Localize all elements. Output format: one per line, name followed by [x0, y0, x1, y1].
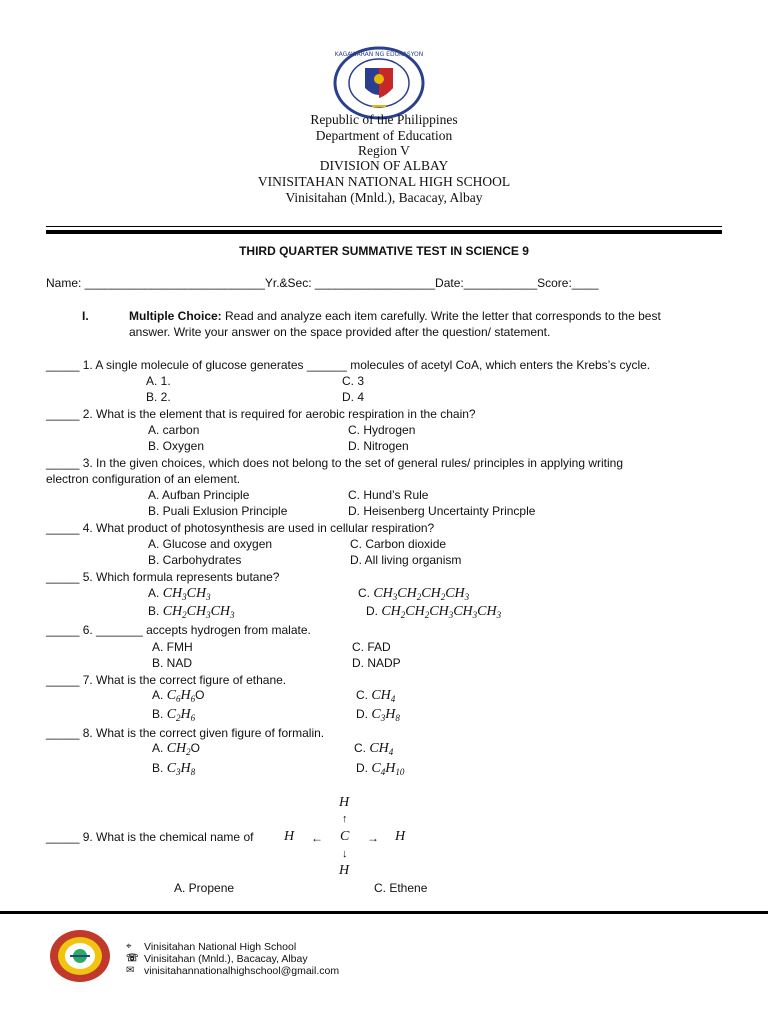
- structure-arrow-down: ↓: [342, 848, 348, 860]
- section-text-1: Read and analyze each item carefully. Write the letter that corresponds to the best: [221, 309, 661, 323]
- header-rule-thick: [46, 230, 722, 234]
- q5-choice-a-letter: A.: [148, 586, 160, 600]
- q7-choice-c: C. $CH_4$: [356, 688, 396, 704]
- q5-choice-c: C. $CH_3CH_2CH_2CH_3$: [358, 586, 470, 602]
- q1-choice-d: D. 4: [342, 390, 365, 404]
- q4-choice-b: B. Carbohydrates: [148, 553, 242, 567]
- q1-choice-a: A. 1.: [146, 374, 171, 388]
- location-icon: ⌖: [126, 941, 132, 952]
- q7-choice-a: A. $C_6H_6O$: [152, 688, 205, 704]
- structure-h-left: H: [284, 829, 295, 844]
- deped-seal-logo: [332, 46, 426, 120]
- q4-choice-d: D. All living organism: [350, 553, 462, 567]
- q1-choice-c: C. 3: [342, 374, 365, 388]
- q2-choice-b: B. Oxygen: [148, 439, 205, 453]
- structure-h-right: H: [395, 829, 406, 844]
- q8-choice-c: C. $CH_4$: [354, 741, 394, 757]
- q1-choice-b: B. 2.: [146, 390, 171, 404]
- q2-choice-a: A. carbon: [148, 423, 200, 437]
- footer-email[interactable]: vinisitahannationalhighschool@gmail.com: [144, 965, 340, 977]
- q4-choice-c: C. Carbon dioxide: [350, 537, 447, 551]
- header-republic: Republic of the Philippines: [310, 112, 458, 127]
- q2-choice-d: D. Nitrogen: [348, 439, 409, 453]
- q9-choice-c: C. Ethene: [374, 881, 428, 895]
- question-6: _____ 6. _______ accepts hydrogen from malate.: [46, 623, 311, 637]
- email-icon: ✉: [126, 965, 135, 976]
- q6-choice-c: C. FAD: [352, 640, 391, 654]
- q4-choice-a: A. Glucose and oxygen: [148, 537, 273, 551]
- structure-arrow-right: →: [367, 831, 379, 845]
- question-8: _____ 8. What is the correct given figure of formalin.: [46, 726, 325, 740]
- structure-h-top: H: [339, 795, 350, 810]
- phone-icon: ☏: [126, 953, 139, 964]
- question-9: _____ 9. What is the chemical name of: [46, 830, 254, 844]
- q7-choice-b-letter: B.: [152, 707, 164, 721]
- q8-choice-d-letter: D.: [356, 761, 368, 775]
- question-2: _____ 2. What is the element that is required for aerobic respiration in the chain?: [46, 407, 476, 421]
- question-3-continued: electron configuration of an element.: [46, 472, 241, 486]
- footer-rule: [0, 911, 768, 914]
- test-title: THIRD QUARTER SUMMATIVE TEST IN SCIENCE 9: [239, 244, 529, 258]
- structure-c-center: C: [340, 829, 350, 844]
- header-division: DIVISION OF ALBAY: [319, 158, 449, 173]
- q5-choice-b-letter: B.: [148, 604, 160, 618]
- q3-choice-d: D. Heisenberg Uncertainty Princple: [348, 504, 536, 518]
- footer-address: Vinisitahan (Mnld.), Bacacay, Albay: [144, 953, 308, 965]
- header-department: Department of Education: [315, 128, 453, 143]
- q2-choice-c: C. Hydrogen: [348, 423, 416, 437]
- q3-choice-b: B. Puali Exlusion Principle: [148, 504, 288, 518]
- question-4: _____ 4. What product of photosynthesis are used in cellular respiration?: [46, 521, 435, 535]
- q6-choice-a: A. FMH: [152, 640, 193, 654]
- q5-choice-d: D. $CH_2CH_2CH_3CH_3CH_3$: [366, 604, 502, 620]
- q7-choice-c-letter: C.: [356, 688, 368, 702]
- q8-choice-b: B. $C_3H_8$: [152, 761, 196, 777]
- structure-arrow-up: ↑: [342, 813, 348, 825]
- structure-h-bottom: H: [339, 863, 350, 878]
- section-number: I.: [82, 309, 89, 323]
- question-7: _____ 7. What is the correct figure of ethane.: [46, 673, 287, 687]
- footer-school-name: Vinisitahan National High School: [144, 941, 297, 953]
- q5-choice-b: B. $CH_2CH_3CH_3$: [148, 604, 235, 620]
- q7-choice-b: B. $C_2H_6$: [152, 707, 196, 723]
- header-school: VINISITAHAN NATIONAL HIGH SCHOOL: [257, 174, 511, 189]
- q6-choice-d: D. NADP: [352, 656, 401, 670]
- question-5: _____ 5. Which formula represents butane?: [46, 570, 280, 584]
- section-instruction-line-1: [129, 309, 661, 323]
- q8-choice-b-letter: B.: [152, 761, 164, 775]
- section-instruction-line-2: answer. Write your answer on the space provided after the question/ statement.: [129, 325, 551, 339]
- header-rule-thin: [46, 226, 722, 227]
- section-heading: Multiple Choice:: [129, 309, 222, 323]
- q8-choice-d: D. $C_4H_{10}$: [356, 761, 405, 777]
- q7-choice-d-letter: D.: [356, 707, 368, 721]
- q8-choice-a-letter: A.: [152, 741, 164, 755]
- question-1: _____ 1. A single molecule of glucose generates ______ molecules of acetyl CoA, which enters the Krebs’s cycle.: [46, 358, 651, 372]
- q8-choice-c-letter: C.: [354, 741, 366, 755]
- header-address: Vinisitahan (Mnld.), Bacacay, Albay: [285, 190, 483, 205]
- header-region: Region V: [358, 143, 410, 158]
- q3-choice-a: A. Aufban Principle: [148, 488, 250, 502]
- q7-choice-d: D. $C_3H_8$: [356, 707, 400, 723]
- q5-choice-c-letter: C.: [358, 586, 370, 600]
- q7-choice-a-letter: A.: [152, 688, 164, 702]
- q5-choice-a: A. $CH_3CH_3$: [148, 586, 211, 602]
- q8-choice-a: A. $CH_2O$: [152, 741, 200, 757]
- structure-arrow-left: ←: [311, 831, 323, 845]
- q3-choice-c: C. Hund’s Rule: [348, 488, 429, 502]
- q9-choice-a: A. Propene: [174, 881, 235, 895]
- question-3: _____ 3. In the given choices, which does not belong to the set of general rules/ principles in applying writing: [46, 456, 624, 470]
- school-logo: [48, 928, 112, 984]
- student-info-line: Name: ___________________________Yr.&Sec: __________________Date:___________Score:____: [46, 276, 599, 290]
- q6-choice-b: B. NAD: [152, 656, 193, 670]
- svg-text:KAGAWARAN NG EDUKASYON: KAGAWARAN NG EDUKASYON: [334, 51, 424, 58]
- q5-choice-d-letter: D.: [366, 604, 378, 618]
